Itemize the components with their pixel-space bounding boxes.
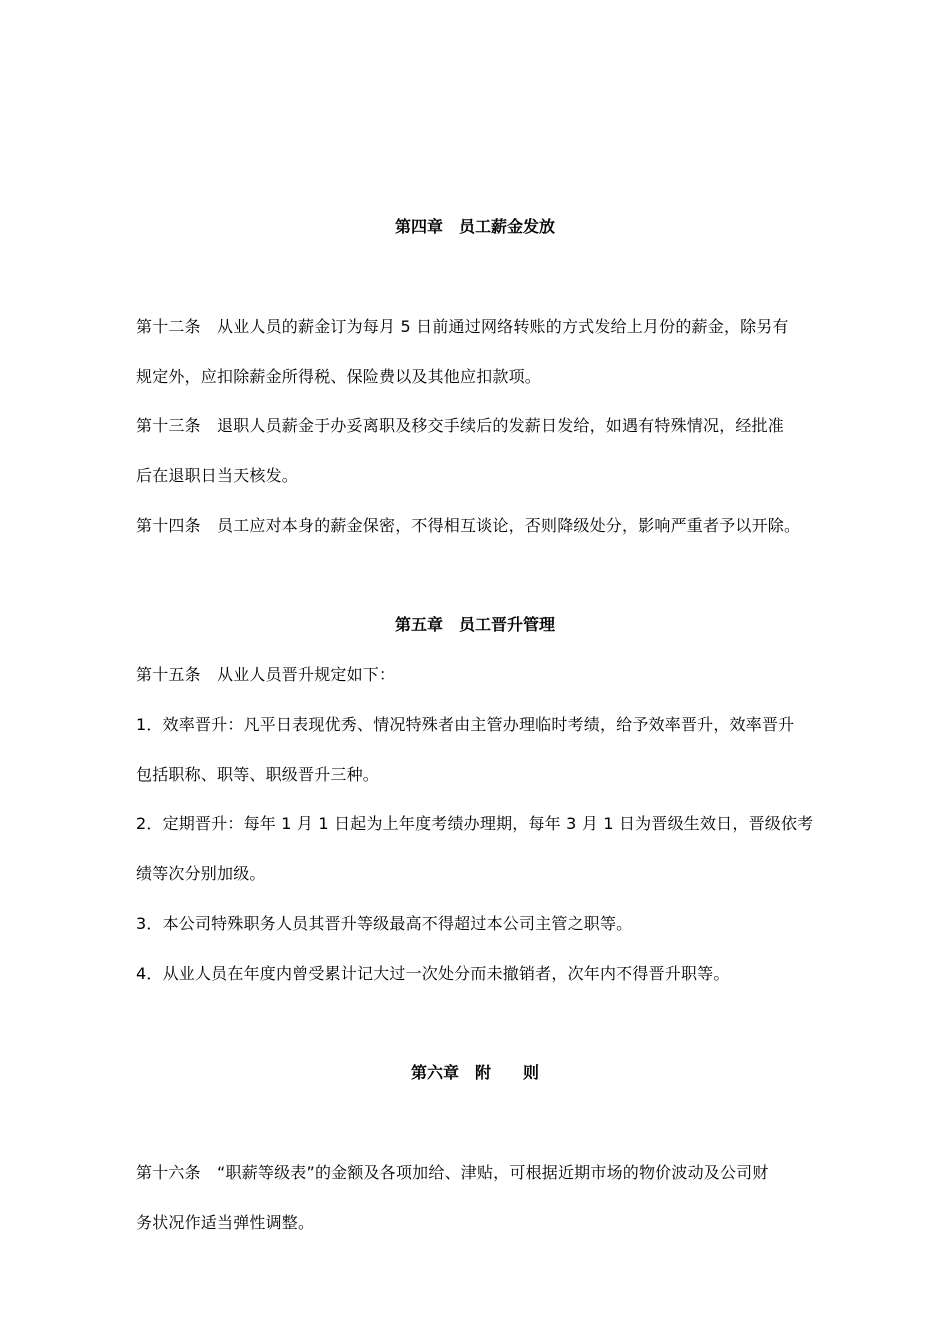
chapter-5-title: 第五章 员工晋升管理	[394, 615, 555, 634]
item-2-line-1: 2．定期晋升：每年 1 月 1 日起为上年度考绩办理期，每年 3 月 1 日为晋级生效日，晋级依考	[136, 814, 814, 833]
article-13-line-1: 第十三条 退职人员薪金于办妥离职及移交手续后的发薪日发给，如遇有特殊情况，经批准	[136, 416, 785, 435]
item-1-line-2: 包括职称、职等、职级晋升三种。	[136, 765, 380, 784]
article-16-line-2: 务状况作适当弹性调整。	[136, 1213, 315, 1232]
chapter-4-title: 第四章 员工薪金发放	[394, 217, 555, 236]
item-1-line-1: 1．效率晋升：凡平日表现优秀、情况特殊者由主管办理临时考绩，给予效率晋升，效率晋升	[136, 715, 795, 734]
article-13-line-2: 后在退职日当天核发。	[136, 466, 299, 485]
article-12-line-2: 规定外，应扣除薪金所得税、保险费以及其他应扣款项。	[136, 367, 542, 386]
chapter-6-title: 第六章 附 则	[410, 1063, 539, 1082]
article-16-line-1: 第十六条 “职薪等级表”的金额及各项加给、津贴，可根据近期市场的物价波动及公司财	[136, 1163, 769, 1182]
article-15-line-1: 第十五条 从业人员晋升规定如下：	[136, 665, 396, 684]
article-14-line-1: 第十四条 员工应对本身的薪金保密，不得相互谈论，否则降级处分，影响严重者予以开除。	[136, 516, 801, 535]
item-4-line-1: 4．从业人员在年度内曾受累计记大过一次处分而未撤销者，次年内不得晋升职等。	[136, 964, 730, 983]
item-2-line-2: 绩等次分别加级。	[136, 864, 266, 883]
item-3-line-1: 3．本公司特殊职务人员其晋升等级最高不得超过本公司主管之职等。	[136, 914, 633, 933]
article-12-line-1: 第十二条 从业人员的薪金订为每月 5 日前通过网络转账的方式发给上月份的薪金，除另有	[136, 317, 789, 336]
